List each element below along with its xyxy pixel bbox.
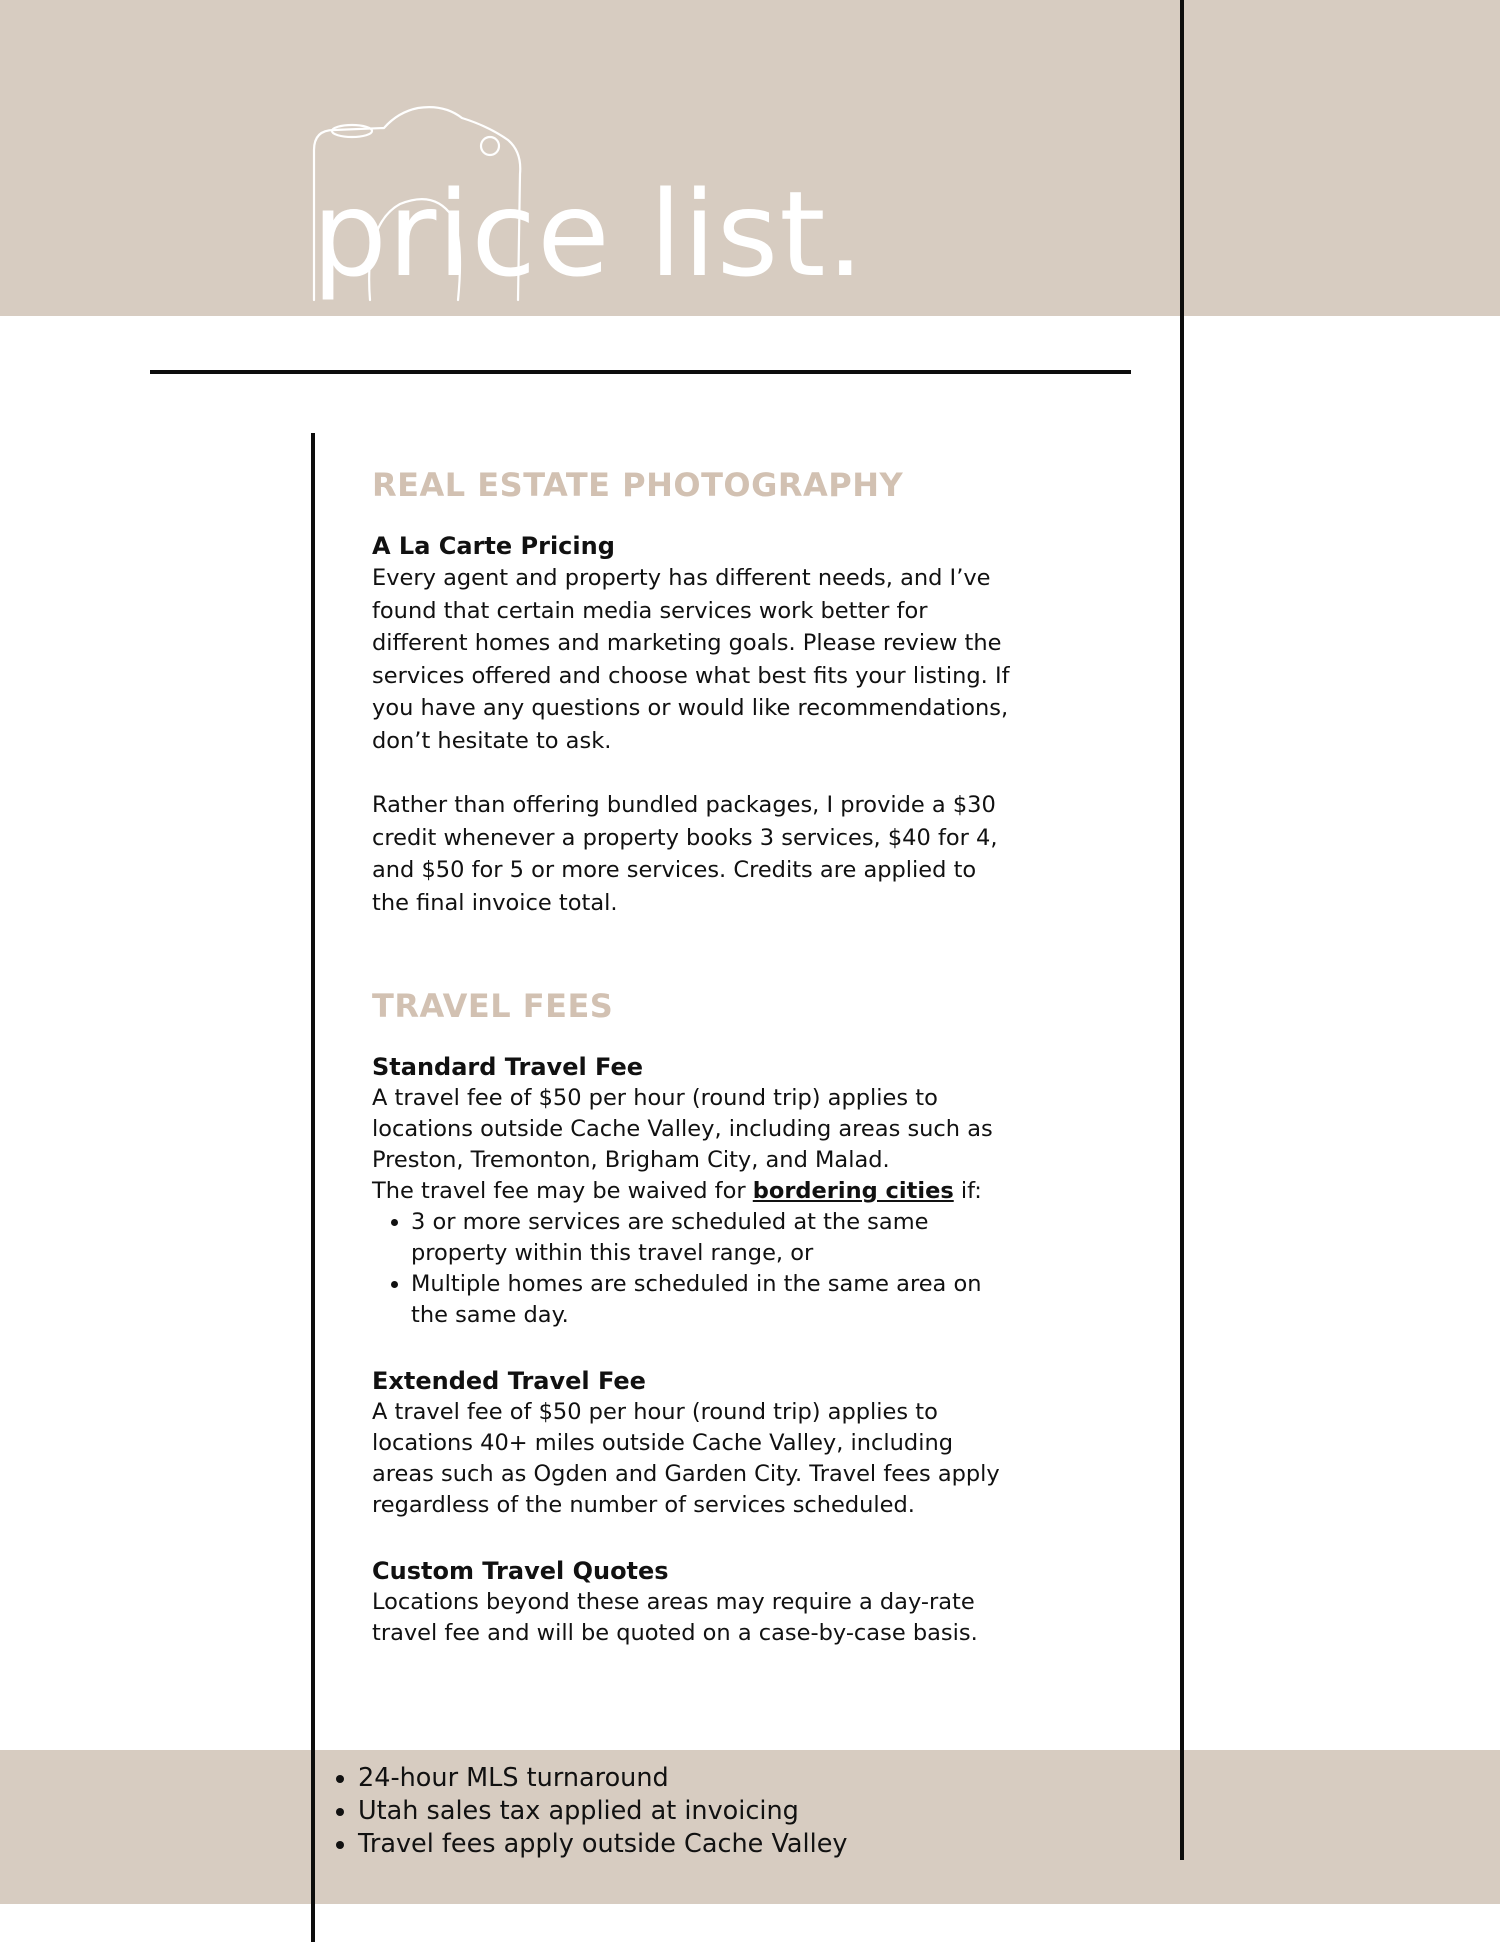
custom-travel-paragraph: Locations beyond these areas may require a day-rate travel fee and will be quoted on a case-by-case basis.	[372, 1589, 978, 1646]
waiver-line	[372, 1176, 1012, 1207]
extended-travel-subheading: Extended Travel Fee	[372, 1367, 646, 1395]
header-divider	[150, 370, 1131, 374]
real-estate-heading: REAL ESTATE PHOTOGRAPHY	[372, 466, 904, 504]
custom-travel-subheading: Custom Travel Quotes	[372, 1557, 669, 1585]
main-content	[372, 466, 1012, 1649]
waiver-prefix: The travel fee may be waived for	[372, 1178, 753, 1204]
a-la-carte-subheading: A La Carte Pricing	[372, 532, 615, 560]
standard-travel-paragraph: A travel fee of $50 per hour (round trip) applies to locations outside Cache Valley, including areas such as Preston, Tremonton, Brigham City, and Malad.	[372, 1085, 993, 1173]
list-item: • 3 or more services are scheduled at the same property within this travel range, or	[411, 1207, 1012, 1269]
standard-travel-subheading: Standard Travel Fee	[372, 1053, 644, 1081]
left-vertical-rule	[311, 433, 315, 1942]
page-title: price list.	[312, 165, 866, 303]
extended-travel-paragraph: A travel fee of $50 per hour (round trip) applies to locations 40+ miles outside Cache Valley, including areas such as Ogden and Garden City. Travel fees apply regardless of the number of services scheduled.	[372, 1399, 1000, 1518]
footer-notes-list	[320, 1762, 848, 1861]
a-la-carte-paragraph: Every agent and property has different needs, and I’ve found that certain media services work better for different homes and marketing goals. Please review the services offered and choose what best fits your listing. If you have any questions or would like recommendations, don’t hesitate to ask.	[372, 565, 1010, 754]
travel-fees-heading: TRAVEL FEES	[372, 987, 614, 1025]
list-item: • Multiple homes are scheduled in the same area on the same day.	[411, 1269, 1012, 1331]
right-vertical-rule	[1180, 0, 1184, 1860]
waiver-suffix: if:	[953, 1178, 982, 1204]
waiver-conditions-list	[372, 1207, 1012, 1331]
credit-paragraph: Rather than offering bundled packages, I provide a $30 credit whenever a property books 3 services, $40 for 4, and $50 for 5 or more services. Credits are applied to the final invoice total.	[372, 792, 998, 916]
bordering-cities-link[interactable]: bordering cities	[752, 1178, 954, 1204]
list-item: • Utah sales tax applied at invoicing	[358, 1795, 848, 1828]
list-item: • 24-hour MLS turnaround	[358, 1762, 848, 1795]
list-item: • Travel fees apply outside Cache Valley	[358, 1828, 848, 1861]
